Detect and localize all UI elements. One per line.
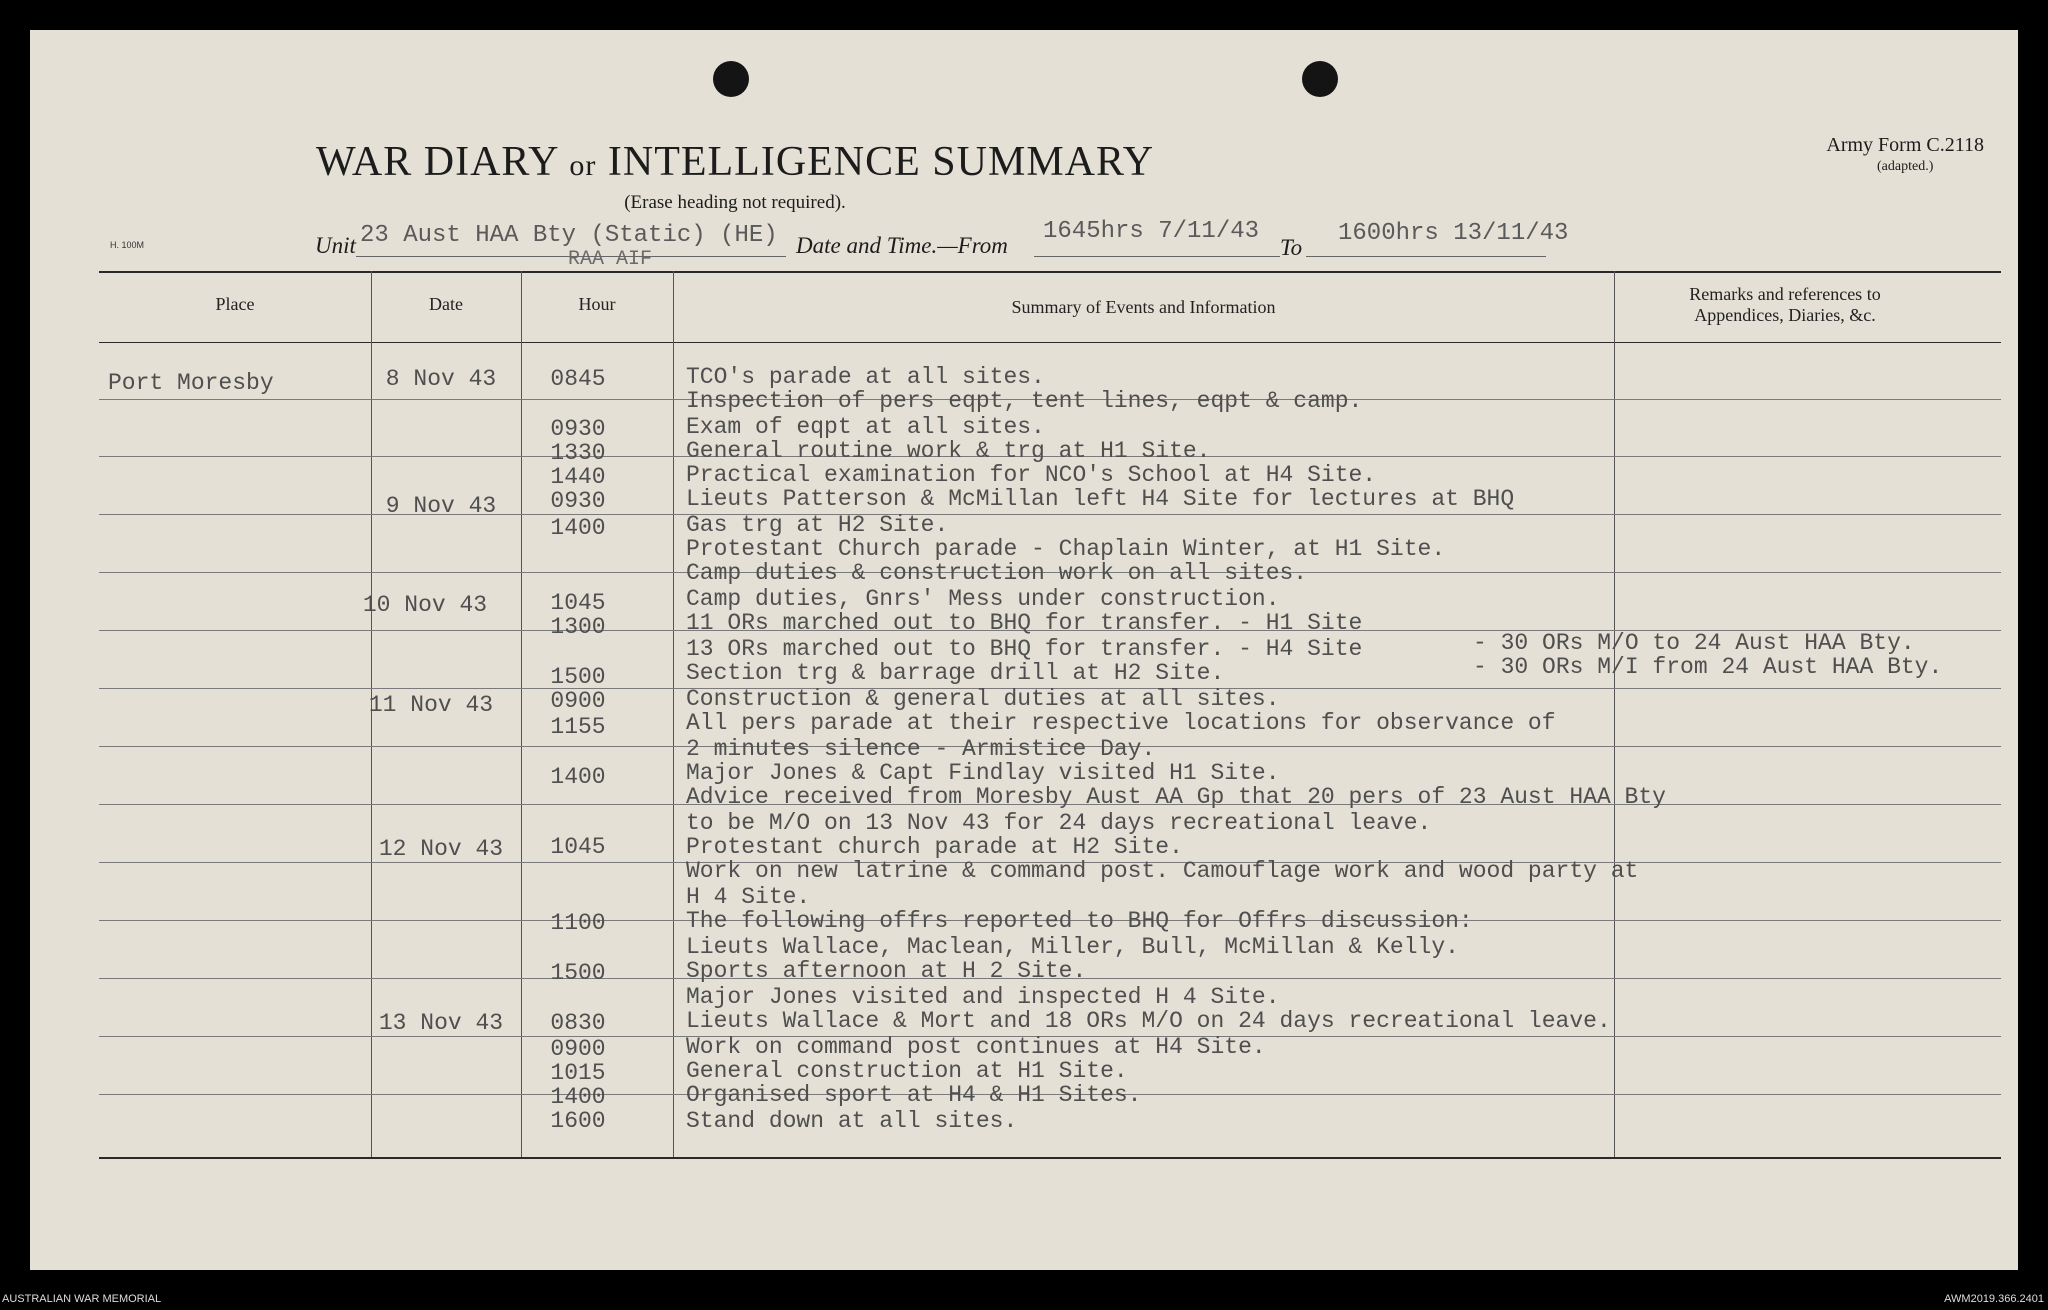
hour-entry: 0900: [550, 688, 606, 714]
print-code: H. 100M: [110, 240, 145, 250]
summary-line: Lieuts Wallace, Maclean, Miller, Bull, McMillan & Kelly.: [686, 934, 1459, 960]
hour-entry: 1100: [550, 910, 606, 936]
summary-line: General routine work & trg at H1 Site.: [686, 438, 1211, 464]
hour-entry: 1500: [550, 664, 606, 690]
hour-entry: 0930: [550, 416, 606, 442]
to-underline: [1306, 256, 1546, 257]
date-entry: 10 Nov 43: [362, 592, 488, 618]
summary-line: Section trg & barrage drill at H2 Site.: [686, 660, 1225, 686]
to-value: 1600hrs 13/11/43: [1338, 220, 1569, 247]
hour-entry: 1500: [550, 960, 606, 986]
col-header-place: Place: [215, 294, 255, 314]
table-bottom-rule: [99, 1157, 2001, 1159]
summary-line: Sports afternoon at H 2 Site.: [686, 958, 1087, 984]
form-ref-note: (adapted.): [1877, 159, 1934, 174]
date-entry: 8 Nov 43: [385, 366, 497, 392]
summary-line: Work on command post continues at H4 Site.: [686, 1034, 1266, 1060]
hour-entry: 1300: [550, 614, 606, 640]
col-header-summary: Summary of Events and Information: [1011, 297, 1276, 317]
unit-underline: [356, 256, 786, 257]
hour-entry: 0900: [550, 1036, 606, 1062]
diary-title: [0, 138, 1470, 186]
summary-line: H 4 Site.: [686, 884, 811, 910]
title-part-a: WAR DIARY: [315, 139, 558, 185]
date-entry: 12 Nov 43: [378, 836, 504, 862]
remark-line: - 30 ORs M/O to 24 Aust HAA Bty.: [1473, 630, 1915, 656]
col-header-date: Date: [429, 294, 463, 314]
to-label: To: [1280, 235, 1303, 260]
summary-line: 11 ORs marched out to BHQ for transfer. - H1 Site: [686, 610, 1363, 636]
hour-entry: 1400: [550, 1084, 606, 1110]
summary-line: Gas trg at H2 Site.: [686, 512, 949, 538]
hour-entry: 1600: [550, 1108, 606, 1134]
col-divider-hour: [673, 271, 674, 1157]
summary-line: 2 minutes silence - Armistice Day.: [686, 736, 1156, 762]
col-divider-summary: [1614, 271, 1615, 1157]
footer-accession: AWM2019.366.2401: [1944, 1293, 2044, 1305]
remark-line: - 30 ORs M/I from 24 Aust HAA Bty.: [1473, 654, 1943, 680]
summary-line: Practical examination for NCO's School at H4 Site.: [686, 462, 1377, 488]
summary-line: TCO's parade at all sites.: [686, 364, 1045, 390]
hour-entry: 1015: [550, 1060, 606, 1086]
col-divider-date: [521, 271, 522, 1157]
from-value: 1645hrs 7/11/43: [1043, 218, 1260, 245]
summary-line: Protestant church parade at H2 Site.: [686, 834, 1183, 860]
punch-hole-right: [1302, 61, 1338, 97]
hour-entry: 0830: [550, 1010, 606, 1036]
summary-line: Work on new latrine & command post. Camouflage work and wood party at: [686, 858, 1639, 884]
summary-line: Camp duties & construction work on all sites.: [686, 560, 1308, 586]
summary-line: Camp duties, Gnrs' Mess under construction.: [686, 586, 1280, 612]
summary-line: Major Jones & Capt Findlay visited H1 Site.: [686, 760, 1280, 786]
col-header-remarks: Remarks and references to Appendices, Diaries, &c.: [1689, 284, 1881, 325]
summary-line: The following offrs reported to BHQ for Offrs discussion:: [686, 908, 1473, 934]
hour-entry: 1400: [550, 764, 606, 790]
summary-line: Advice received from Moresby Aust AA Gp that 20 pers of 23 Aust HAA Bty: [686, 784, 1666, 810]
summary-line: Lieuts Wallace & Mort and 18 ORs M/O on 24 days recreational leave.: [686, 1008, 1611, 1034]
unit-label: Unit: [315, 233, 356, 258]
date-entry: 11 Nov 43: [368, 692, 494, 718]
summary-line: General construction at H1 Site.: [686, 1058, 1128, 1084]
summary-line: Stand down at all sites.: [686, 1108, 1018, 1134]
date-entry: 13 Nov 43: [378, 1010, 504, 1036]
summary-line: Exam of eqpt at all sites.: [686, 414, 1045, 440]
footer-credit: AUSTRALIAN WAR MEMORIAL: [2, 1293, 162, 1305]
hour-entry: 0930: [550, 488, 606, 514]
hour-entry: 1045: [550, 590, 606, 616]
form-ref-text: Army Form C.2118: [1826, 134, 1984, 156]
summary-line: Major Jones visited and inspected H 4 Site.: [686, 984, 1280, 1010]
col-header-hour: Hour: [578, 294, 616, 314]
summary-line: Protestant Church parade - Chaplain Winter, at H1 Site.: [686, 536, 1446, 562]
hour-entry: 1045: [550, 834, 606, 860]
unit-value-2: RAA AIF: [568, 248, 653, 271]
date-entry: 9 Nov 43: [385, 493, 497, 519]
subtitle: (Erase heading not required).: [624, 192, 846, 213]
summary-line: to be M/O on 13 Nov 43 for 24 days recreational leave.: [686, 810, 1432, 836]
place-entry: Port Moresby: [108, 370, 274, 396]
summary-line: Lieuts Patterson & McMillan left H4 Site for lectures at BHQ: [686, 486, 1515, 512]
unit-value: 23 Aust HAA Bty (Static) (HE): [360, 222, 778, 249]
from-underline: [1034, 256, 1280, 257]
summary-line: Inspection of pers eqpt, tent lines, eqpt & camp.: [686, 388, 1363, 414]
summary-line: 13 ORs marched out to BHQ for transfer. - H4 Site: [686, 636, 1363, 662]
punch-hole-left: [713, 61, 749, 97]
title-part-b: INTELLIGENCE SUMMARY: [607, 139, 1155, 185]
summary-line: All pers parade at their respective locations for observance of: [686, 710, 1556, 736]
title-or: or: [569, 149, 597, 182]
summary-line: Organised sport at H4 & H1 Sites.: [686, 1082, 1142, 1108]
hour-entry: 1155: [550, 714, 606, 740]
summary-line: Construction & general duties at all sites.: [686, 686, 1280, 712]
hour-entry: 1330: [550, 440, 606, 466]
hour-entry: 1440: [550, 464, 606, 490]
table-header-rule: [99, 342, 2001, 343]
form-reference: [1826, 134, 1984, 175]
date-time-label: Date and Time.—From: [796, 233, 1008, 258]
hour-entry: 0845: [550, 366, 606, 392]
table-top-rule: [99, 271, 2001, 273]
hour-entry: 1400: [550, 515, 606, 541]
